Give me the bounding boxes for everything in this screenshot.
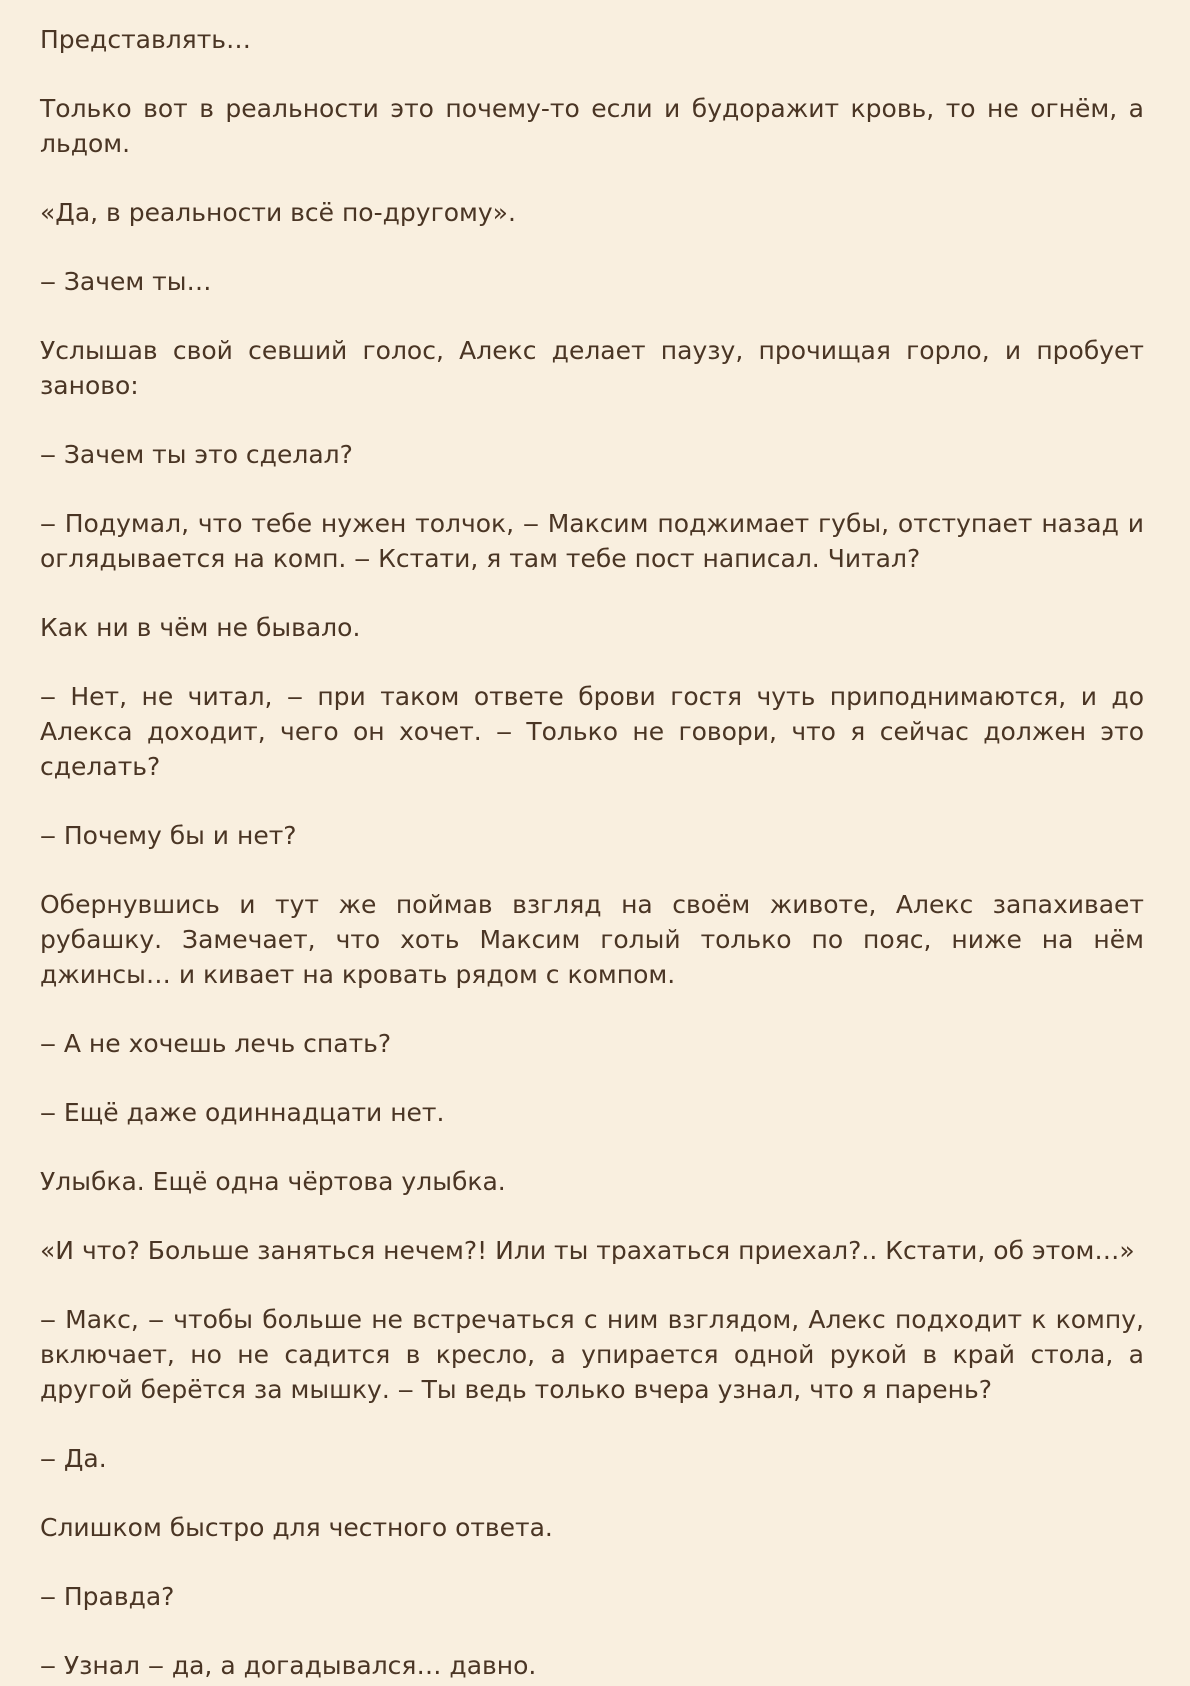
paragraph: ‒ Нет, не читал, ‒ при таком ответе брови гостя чуть приподнимаются, и до Алекса доходит, чего он хочет. ‒ Только не говори, что я сейчас должен это сделать? <box>40 682 1144 781</box>
paragraph: ‒ Почему бы и нет? <box>40 821 297 850</box>
paragraph: ‒ Зачем ты это сделал? <box>40 440 353 469</box>
paragraph: ‒ А не хочешь лечь спать? <box>40 1029 392 1058</box>
paragraph: ‒ Зачем ты… <box>40 267 212 296</box>
paragraph: ‒ Правда? <box>40 1582 175 1611</box>
paragraph: Представлять… <box>40 25 252 54</box>
paragraph: «Да, в реальности всё по-другому». <box>40 198 516 227</box>
paragraph: Как ни в чём не бывало. <box>40 613 361 642</box>
paragraph: Слишком быстро для честного ответа. <box>40 1513 553 1542</box>
paragraph: ‒ Макс, ‒ чтобы больше не встречаться с ним взглядом, Алекс подходит к компу, включает, но не садится в кресло, а упирается одной рукой в край стола, а другой берётся за мышку. ‒ Ты ведь только вчера узнал, что я парень? <box>40 1305 1144 1404</box>
paragraph: Услышав свой севший голос, Алекс делает паузу, прочищая горло, и пробует заново: <box>40 336 1144 400</box>
paragraph: ‒ Да. <box>40 1444 107 1473</box>
paragraph: ‒ Ещё даже одиннадцати нет. <box>40 1098 445 1127</box>
paragraph: ‒ Узнал ‒ да, а догадывался… давно. <box>40 1651 537 1680</box>
paragraph: ‒ Подумал, что тебе нужен толчок, ‒ Максим поджимает губы, отступает назад и оглядывается на комп. ‒ Кстати, я там тебе пост написал. Читал? <box>40 509 1144 573</box>
paragraph: Только вот в реальности это почему-то если и будоражит кровь, то не огнём, а льдом. <box>40 94 1144 158</box>
paragraph: «И что? Больше заняться нечем?! Или ты трахаться приехал?.. Кстати, об этом…» <box>40 1236 1135 1265</box>
paragraph: Улыбка. Ещё одна чёртова улыбка. <box>40 1167 506 1196</box>
paragraph: Обернувшись и тут же поймав взгляд на своём животе, Алекс запахивает рубашку. Замечает, что хоть Максим голый только по пояс, ниже на нём джинсы… и кивает на кровать рядом с компом. <box>40 890 1144 989</box>
